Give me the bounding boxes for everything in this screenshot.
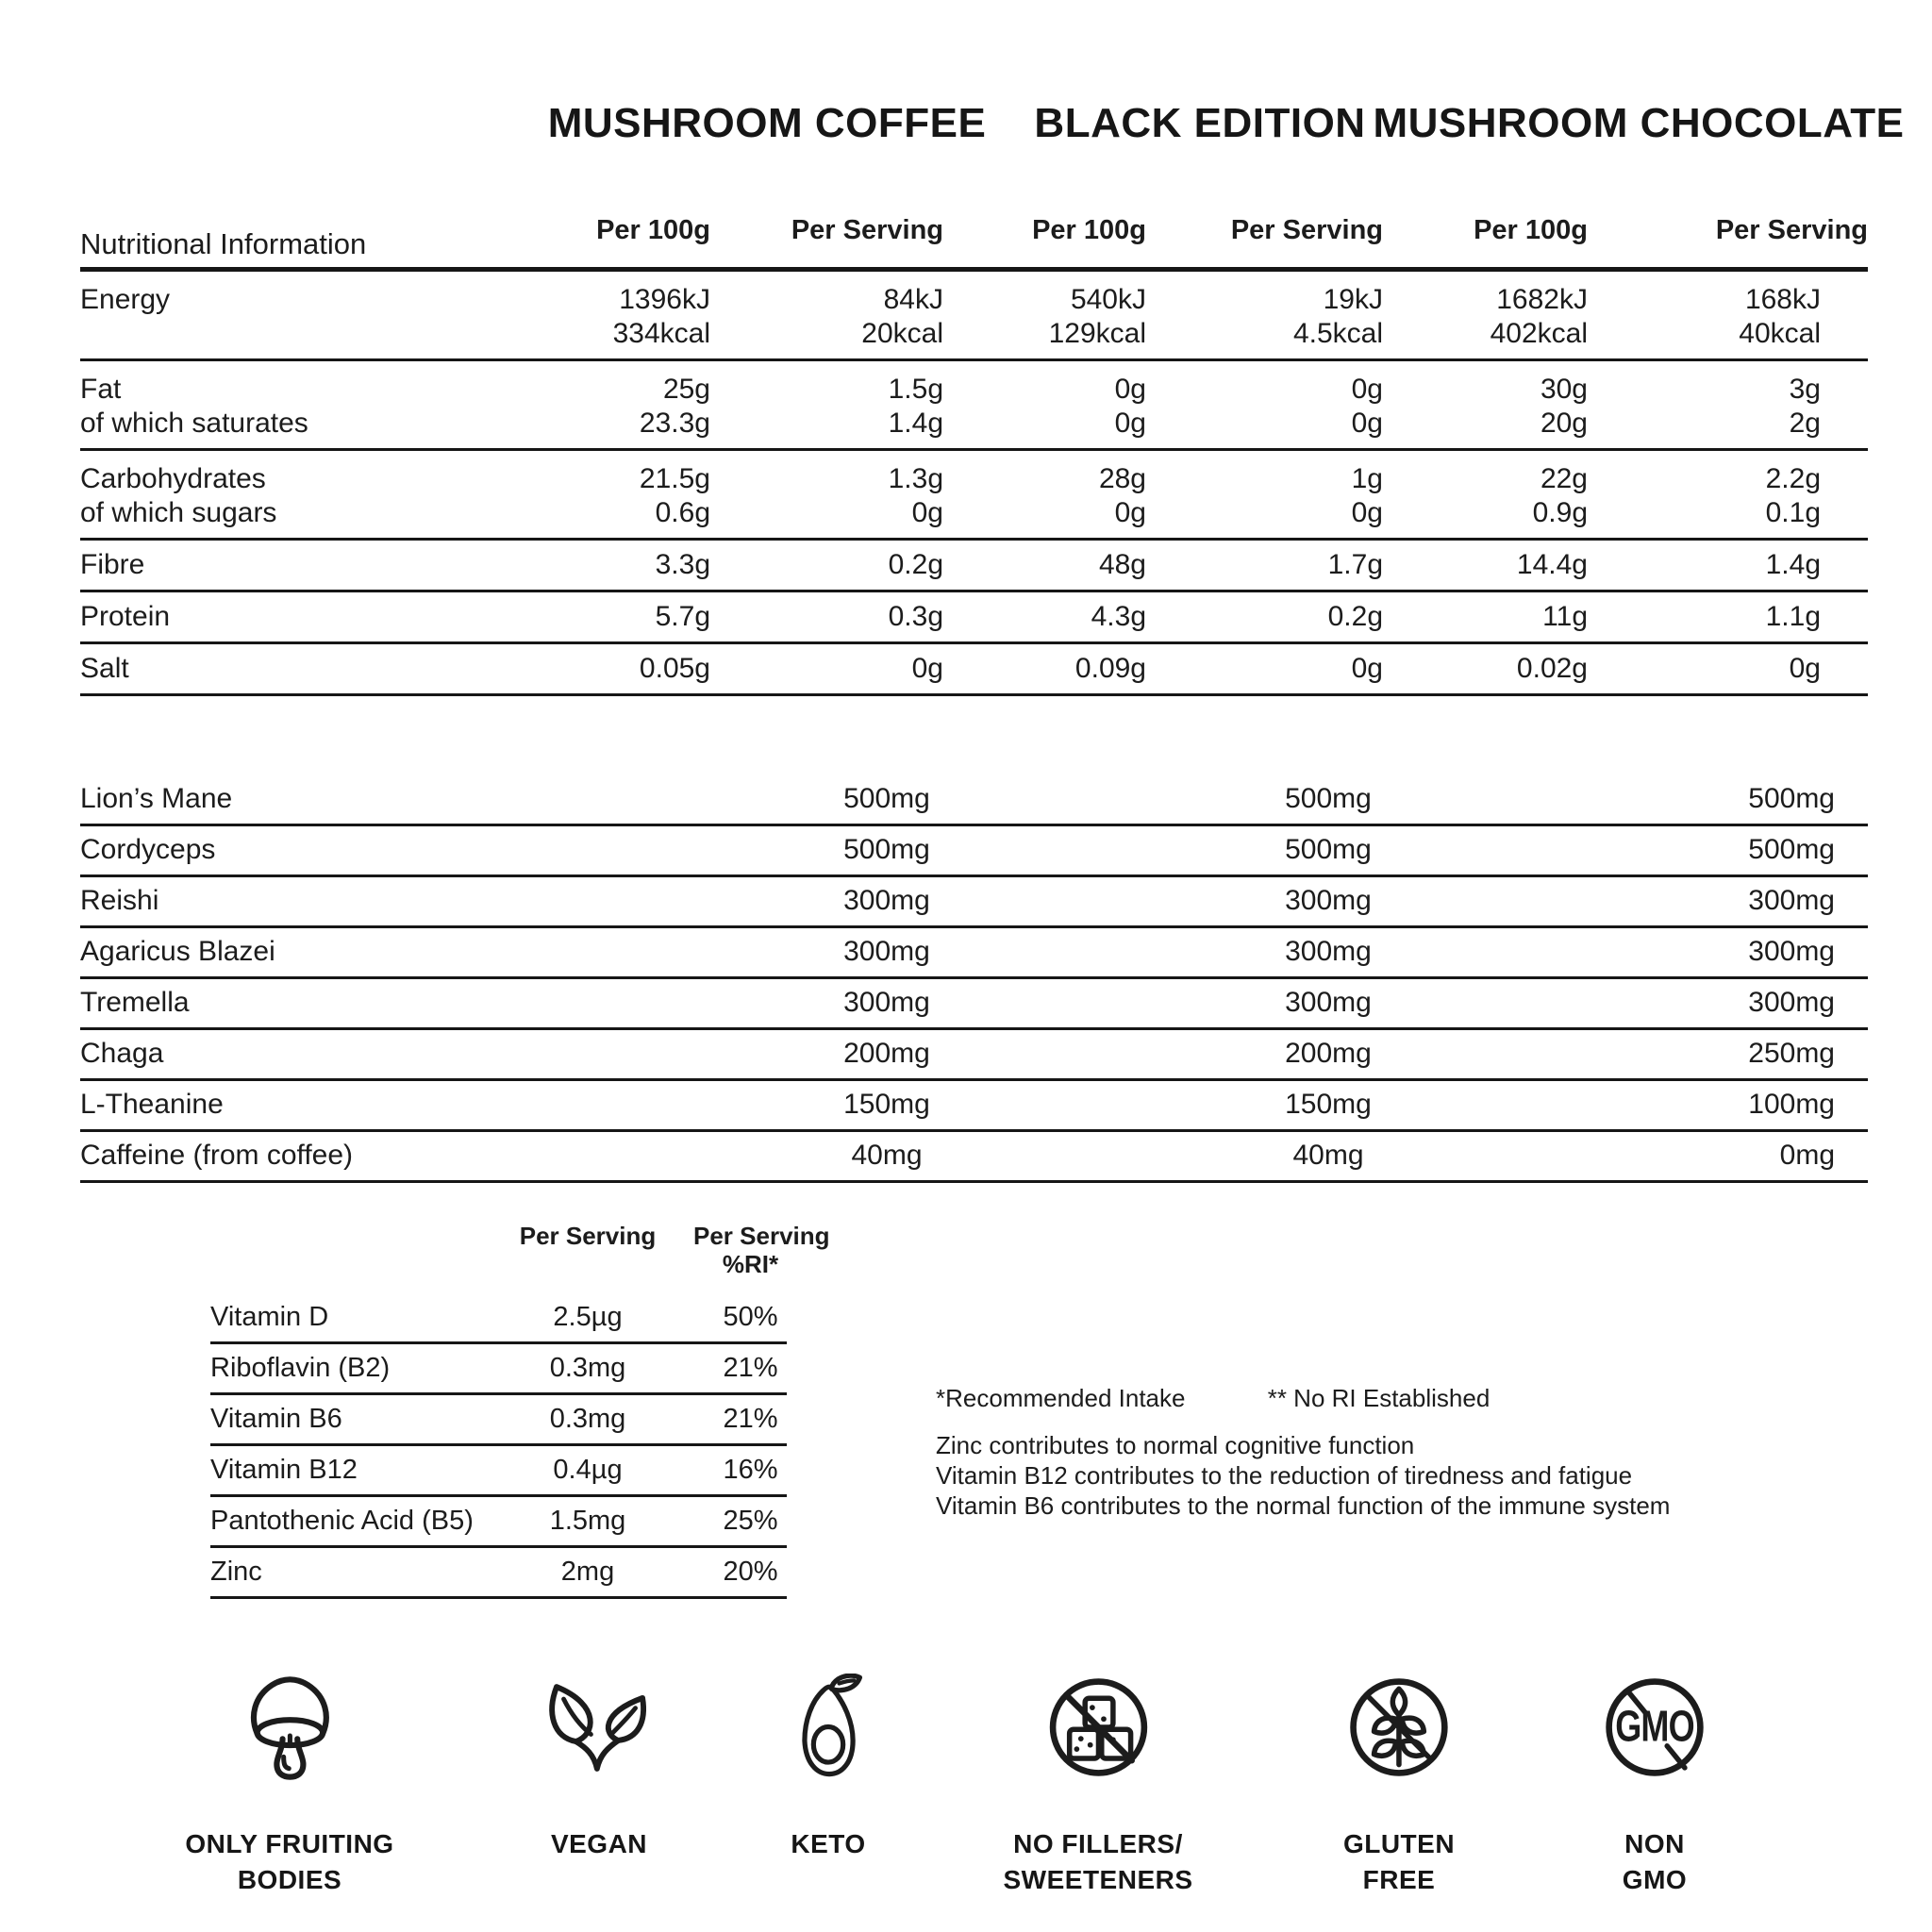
- value-cell: [1383, 373, 1588, 441]
- badge-no-fillers-sweeteners: [1003, 1670, 1192, 1898]
- ingredient-label: Cordyceps: [80, 834, 216, 865]
- ingredient-row-reishi: [80, 877, 1868, 928]
- value: 25g: [662, 374, 710, 405]
- value-cell: [710, 652, 943, 686]
- vitamins-header-per-serving-ri: Per Serving %RI*: [693, 1222, 830, 1278]
- value-cell: [1588, 462, 1868, 530]
- vitamin-ri-percent: 25%: [723, 1506, 778, 1536]
- value-cell: [1146, 600, 1383, 634]
- gluten-free-icon: [1343, 1670, 1455, 1785]
- nutrition-table: [80, 193, 1868, 696]
- nutrition-row-fat: [80, 361, 1868, 451]
- value-cell: [1588, 373, 1868, 441]
- value-cell: [1146, 373, 1383, 441]
- value: 21.5g: [639, 463, 710, 494]
- ingredient-row-lion-s-mane: [80, 775, 1868, 826]
- ingredient-label: Lion’s Mane: [80, 783, 233, 814]
- value: 1.1g: [1765, 601, 1821, 632]
- nutrition-table-title: Nutritional Information: [80, 227, 367, 260]
- value: 4.3g: [1091, 601, 1146, 632]
- badge-label-line: FREE: [1362, 1865, 1436, 1894]
- vitamin-label: Riboflavin (B2): [210, 1353, 391, 1383]
- column-header-chocolate-per-serving: Per Serving: [1715, 215, 1868, 245]
- ingredient-amount: 150mg: [1285, 1089, 1372, 1120]
- value: 48g: [1098, 549, 1146, 580]
- badge-label-no-fillers-sweeteners: [1003, 1826, 1192, 1898]
- value: 2g: [1789, 408, 1821, 439]
- badge-label-line: SWEETENERS: [1003, 1865, 1193, 1894]
- vitamin-per-serving: 2.5µg: [553, 1302, 623, 1332]
- value-cell: [710, 462, 943, 530]
- vitamin-row-vitamin-b12: [210, 1446, 787, 1497]
- badge-only-fruiting-bodies: [185, 1670, 393, 1898]
- ingredient-amount: 0mg: [1779, 1140, 1835, 1171]
- ingredient-label: Chaga: [80, 1038, 164, 1069]
- vitamins-table-rows: [210, 1293, 787, 1599]
- health-claims: [936, 1430, 1785, 1521]
- no-fillers-icon: [1003, 1670, 1192, 1785]
- ingredient-amount: 250mg: [1748, 1038, 1835, 1069]
- value: 20kcal: [861, 318, 943, 349]
- svg-text:GMO: GMO: [1615, 1700, 1694, 1751]
- value: 1.7g: [1327, 549, 1383, 580]
- badge-label-vegan: [542, 1826, 656, 1862]
- badge-label-line: ONLY FRUITING: [185, 1829, 394, 1858]
- value: 0.05g: [639, 653, 710, 684]
- vitamin-per-serving: 0.3mg: [549, 1353, 626, 1383]
- value-cell: [710, 373, 943, 441]
- vitamin-label: Vitamin B6: [210, 1404, 342, 1434]
- value: 0g: [1114, 408, 1146, 439]
- footnote-recommended-intake: *Recommended Intake: [936, 1384, 1186, 1412]
- badge-vegan: [542, 1670, 656, 1862]
- value-cell: [486, 462, 710, 530]
- value: 0g: [1351, 408, 1383, 439]
- value: 0g: [1351, 497, 1383, 528]
- ingredient-amount: 300mg: [1748, 936, 1835, 967]
- value: 14.4g: [1516, 549, 1588, 580]
- ingredient-amount: 300mg: [1748, 987, 1835, 1018]
- ingredient-label: Tremella: [80, 987, 190, 1018]
- value-cell: [1383, 462, 1588, 530]
- badge-label-line: GLUTEN: [1342, 1829, 1456, 1858]
- badge-non-gmo: [1603, 1670, 1707, 1898]
- value-cell: [1383, 600, 1588, 634]
- ingredient-label: L-Theanine: [80, 1089, 224, 1120]
- value: 11g: [1542, 601, 1588, 632]
- non-gmo-icon: [1603, 1670, 1707, 1785]
- footnote-intake-line: [936, 1383, 1785, 1413]
- mushroom-icon: [185, 1670, 393, 1785]
- ingredient-amount: 40mg: [851, 1140, 923, 1171]
- vitamin-per-serving: 2mg: [560, 1557, 615, 1587]
- value: 0.2g: [1327, 601, 1383, 632]
- value-cell: [486, 548, 710, 582]
- value-cell: [486, 652, 710, 686]
- value: 402kcal: [1490, 318, 1588, 349]
- vitamin-row-riboflavin-b2: [210, 1344, 787, 1395]
- value-cell: [1146, 462, 1383, 530]
- ingredient-amount: 500mg: [1748, 783, 1835, 814]
- vitamin-row-zinc: [210, 1548, 787, 1599]
- value: 0g: [1114, 497, 1146, 528]
- value-cell: [943, 462, 1146, 530]
- column-header-chocolate-per-100g: Per 100g: [1474, 215, 1588, 245]
- vitamin-row-vitamin-d: [210, 1293, 787, 1344]
- value-cell: [943, 373, 1146, 441]
- ingredient-label: Caffeine (from coffee): [80, 1140, 354, 1171]
- vitamin-ri-percent: 16%: [723, 1455, 778, 1485]
- value: 1.4g: [888, 408, 943, 439]
- product-header-black-edition: BLACK EDITION: [1034, 100, 1366, 146]
- claim-b12: Vitamin B12 contributes to the reduction of tiredness and fatigue: [936, 1461, 1633, 1490]
- row-label: [80, 600, 486, 634]
- vegan-leaves-icon: [542, 1670, 656, 1785]
- value: 0g: [911, 497, 943, 528]
- value: 0g: [911, 653, 943, 684]
- ingredient-row-cordyceps: [80, 826, 1868, 877]
- value: 4.5kcal: [1292, 318, 1383, 349]
- value: 3g: [1789, 374, 1821, 405]
- value: 0g: [1114, 374, 1146, 405]
- value-cell: [1146, 652, 1383, 686]
- value: 1g: [1351, 463, 1383, 494]
- value: 0g: [1351, 374, 1383, 405]
- row-label: [80, 283, 486, 351]
- row-label-line: Protein: [80, 601, 171, 632]
- value-cell: [1383, 652, 1588, 686]
- badge-label-line: KETO: [791, 1829, 866, 1858]
- value-cell: [943, 600, 1146, 634]
- value: 0.02g: [1516, 653, 1588, 684]
- row-label: [80, 652, 486, 686]
- nutrition-row-energy: [80, 272, 1868, 361]
- row-label-line: Fibre: [80, 549, 145, 580]
- row-label-line: Salt: [80, 653, 129, 684]
- value: 2.2g: [1765, 463, 1821, 494]
- footnote-no-ri: ** No RI Established: [1267, 1384, 1491, 1412]
- product-header-mushroom-coffee: MUSHROOM COFFEE: [547, 100, 987, 146]
- badge-label-non-gmo: [1603, 1826, 1707, 1898]
- ingredient-amount: 300mg: [843, 987, 930, 1018]
- column-header-coffee-per-100g: Per 100g: [596, 215, 710, 245]
- ingredient-amount: 500mg: [1285, 834, 1372, 865]
- vitamin-row-pantothenic-acid-b5: [210, 1497, 787, 1548]
- vitamin-ri-percent: 50%: [723, 1302, 778, 1332]
- column-header-black-per-serving: Per Serving: [1230, 215, 1383, 245]
- badge-label-only-fruiting-bodies: [185, 1826, 393, 1898]
- row-label-line: of which sugars: [80, 497, 277, 528]
- vitamin-per-serving: 0.4µg: [553, 1455, 623, 1485]
- value: 3.3g: [655, 549, 710, 580]
- vitamins-table-header: [210, 1222, 830, 1293]
- nutrition-row-protein: [80, 592, 1868, 644]
- value-cell: [943, 283, 1146, 351]
- value-cell: [486, 283, 710, 351]
- value: 19kJ: [1323, 284, 1383, 315]
- value: 0.2g: [888, 549, 943, 580]
- value: 540kJ: [1070, 284, 1146, 315]
- value: 0.1g: [1765, 497, 1821, 528]
- vitamin-per-serving: 0.3mg: [549, 1404, 626, 1434]
- vitamin-label: Zinc: [210, 1557, 262, 1587]
- value: 0.9g: [1532, 497, 1588, 528]
- value: 20g: [1540, 408, 1588, 439]
- vitamin-label: Vitamin D: [210, 1302, 329, 1332]
- badge-label-keto: [784, 1826, 873, 1862]
- vitamins-header-spacer: [210, 1222, 503, 1278]
- ingredient-label: Agaricus Blazei: [80, 936, 275, 967]
- value-cell: [943, 652, 1146, 686]
- value-cell: [1588, 600, 1868, 634]
- value-cell: [1383, 283, 1588, 351]
- row-label: [80, 462, 486, 530]
- vitamins-header-per-serving: Per Serving: [519, 1222, 657, 1250]
- value: 1682kJ: [1496, 284, 1588, 315]
- value-cell: [1588, 548, 1868, 582]
- nutrition-table-header: [80, 193, 1868, 272]
- value: 1.4g: [1765, 549, 1821, 580]
- value: 0.09g: [1074, 653, 1146, 684]
- ingredient-amount: 300mg: [843, 885, 930, 916]
- value-cell: [1588, 283, 1868, 351]
- nutrition-row-carbohydrates: [80, 451, 1868, 541]
- ingredient-amount: 300mg: [1285, 936, 1372, 967]
- badge-label-line: NO FILLERS/: [1013, 1829, 1183, 1858]
- footnotes: [936, 1383, 1785, 1521]
- nutrition-table-rows: [80, 272, 1868, 696]
- vitamin-ri-percent: 21%: [723, 1353, 778, 1383]
- ingredient-label: Reishi: [80, 885, 159, 916]
- ingredient-row-agaricus-blazei: [80, 928, 1868, 979]
- claim-b6: Vitamin B6 contributes to the normal function of the immune system: [936, 1491, 1671, 1520]
- vitamin-ri-percent: 20%: [723, 1557, 778, 1587]
- ingredient-amount: 300mg: [1285, 987, 1372, 1018]
- claim-zinc: Zinc contributes to normal cognitive function: [936, 1431, 1415, 1459]
- row-label-line: of which saturates: [80, 408, 308, 439]
- ingredient-amount: 200mg: [1285, 1038, 1372, 1069]
- nutrition-row-salt: [80, 644, 1868, 696]
- vitamin-ri-percent: 21%: [723, 1404, 778, 1434]
- value-cell: [1146, 283, 1383, 351]
- value: 0g: [1789, 653, 1821, 684]
- nutrition-row-fibre: [80, 541, 1868, 592]
- ingredient-amount: 500mg: [843, 834, 930, 865]
- ingredient-row-tremella: [80, 979, 1868, 1030]
- ingredient-amount: 300mg: [1285, 885, 1372, 916]
- value-cell: [710, 283, 943, 351]
- badge-label-line: NON: [1624, 1829, 1685, 1858]
- value: 1.3g: [888, 463, 943, 494]
- value: 0g: [1351, 653, 1383, 684]
- ingredient-amount: 100mg: [1748, 1089, 1835, 1120]
- ingredient-amount: 500mg: [843, 783, 930, 814]
- value-cell: [943, 548, 1146, 582]
- badge-row: [0, 1670, 1932, 1932]
- value: 129kcal: [1048, 318, 1146, 349]
- value: 0.6g: [655, 497, 710, 528]
- ingredients-table: [80, 775, 1868, 1183]
- ingredient-amount: 150mg: [843, 1089, 930, 1120]
- value-cell: [710, 548, 943, 582]
- value: 168kJ: [1744, 284, 1821, 315]
- ingredient-amount: 40mg: [1292, 1140, 1364, 1171]
- row-label-line: Energy: [80, 284, 171, 315]
- value: 1396kJ: [619, 284, 710, 315]
- value: 1.5g: [888, 374, 943, 405]
- value: 84kJ: [883, 284, 943, 315]
- ingredient-row-chaga: [80, 1030, 1868, 1081]
- vitamins-table: [210, 1222, 830, 1599]
- badge-label-line: VEGAN: [550, 1829, 648, 1858]
- column-header-coffee-per-serving: Per Serving: [791, 215, 943, 245]
- value: 28g: [1098, 463, 1146, 494]
- value: 30g: [1540, 374, 1588, 405]
- value-cell: [486, 600, 710, 634]
- value: 40kcal: [1739, 318, 1821, 349]
- ingredient-amount: 500mg: [1748, 834, 1835, 865]
- row-label: [80, 548, 486, 582]
- avocado-icon: [784, 1670, 873, 1785]
- badge-label-line: GMO: [1622, 1865, 1688, 1894]
- vitamin-per-serving: 1.5mg: [549, 1506, 626, 1536]
- ingredient-row-l-theanine: [80, 1081, 1868, 1132]
- ingredient-amount: 300mg: [843, 936, 930, 967]
- vitamin-label: Pantothenic Acid (B5): [210, 1506, 474, 1536]
- ingredient-row-caffeine-from-coffee: [80, 1132, 1868, 1183]
- row-label-line: Carbohydrates: [80, 463, 266, 494]
- vitamin-label: Vitamin B12: [210, 1455, 358, 1485]
- row-label: [80, 373, 486, 441]
- badge-keto: [784, 1670, 873, 1862]
- badge-label-gluten-free: [1343, 1826, 1455, 1898]
- value: 0.3g: [888, 601, 943, 632]
- value: 22g: [1540, 463, 1588, 494]
- value: 334kcal: [612, 318, 710, 349]
- row-label-line: Fat: [80, 374, 122, 405]
- badge-label-line: BODIES: [237, 1865, 342, 1894]
- column-header-black-per-100g: Per 100g: [1032, 215, 1146, 245]
- ingredient-amount: 300mg: [1748, 885, 1835, 916]
- value: 23.3g: [639, 408, 710, 439]
- value-cell: [1383, 548, 1588, 582]
- value-cell: [1588, 652, 1868, 686]
- vitamin-row-vitamin-b6: [210, 1395, 787, 1446]
- badge-gluten-free: [1343, 1670, 1455, 1898]
- value-cell: [486, 373, 710, 441]
- ingredient-amount: 500mg: [1285, 783, 1372, 814]
- value-cell: [710, 600, 943, 634]
- ingredient-amount: 200mg: [843, 1038, 930, 1069]
- value: 5.7g: [655, 601, 710, 632]
- value-cell: [1146, 548, 1383, 582]
- product-header-mushroom-chocolate: MUSHROOM CHOCOLATE: [1373, 100, 1905, 146]
